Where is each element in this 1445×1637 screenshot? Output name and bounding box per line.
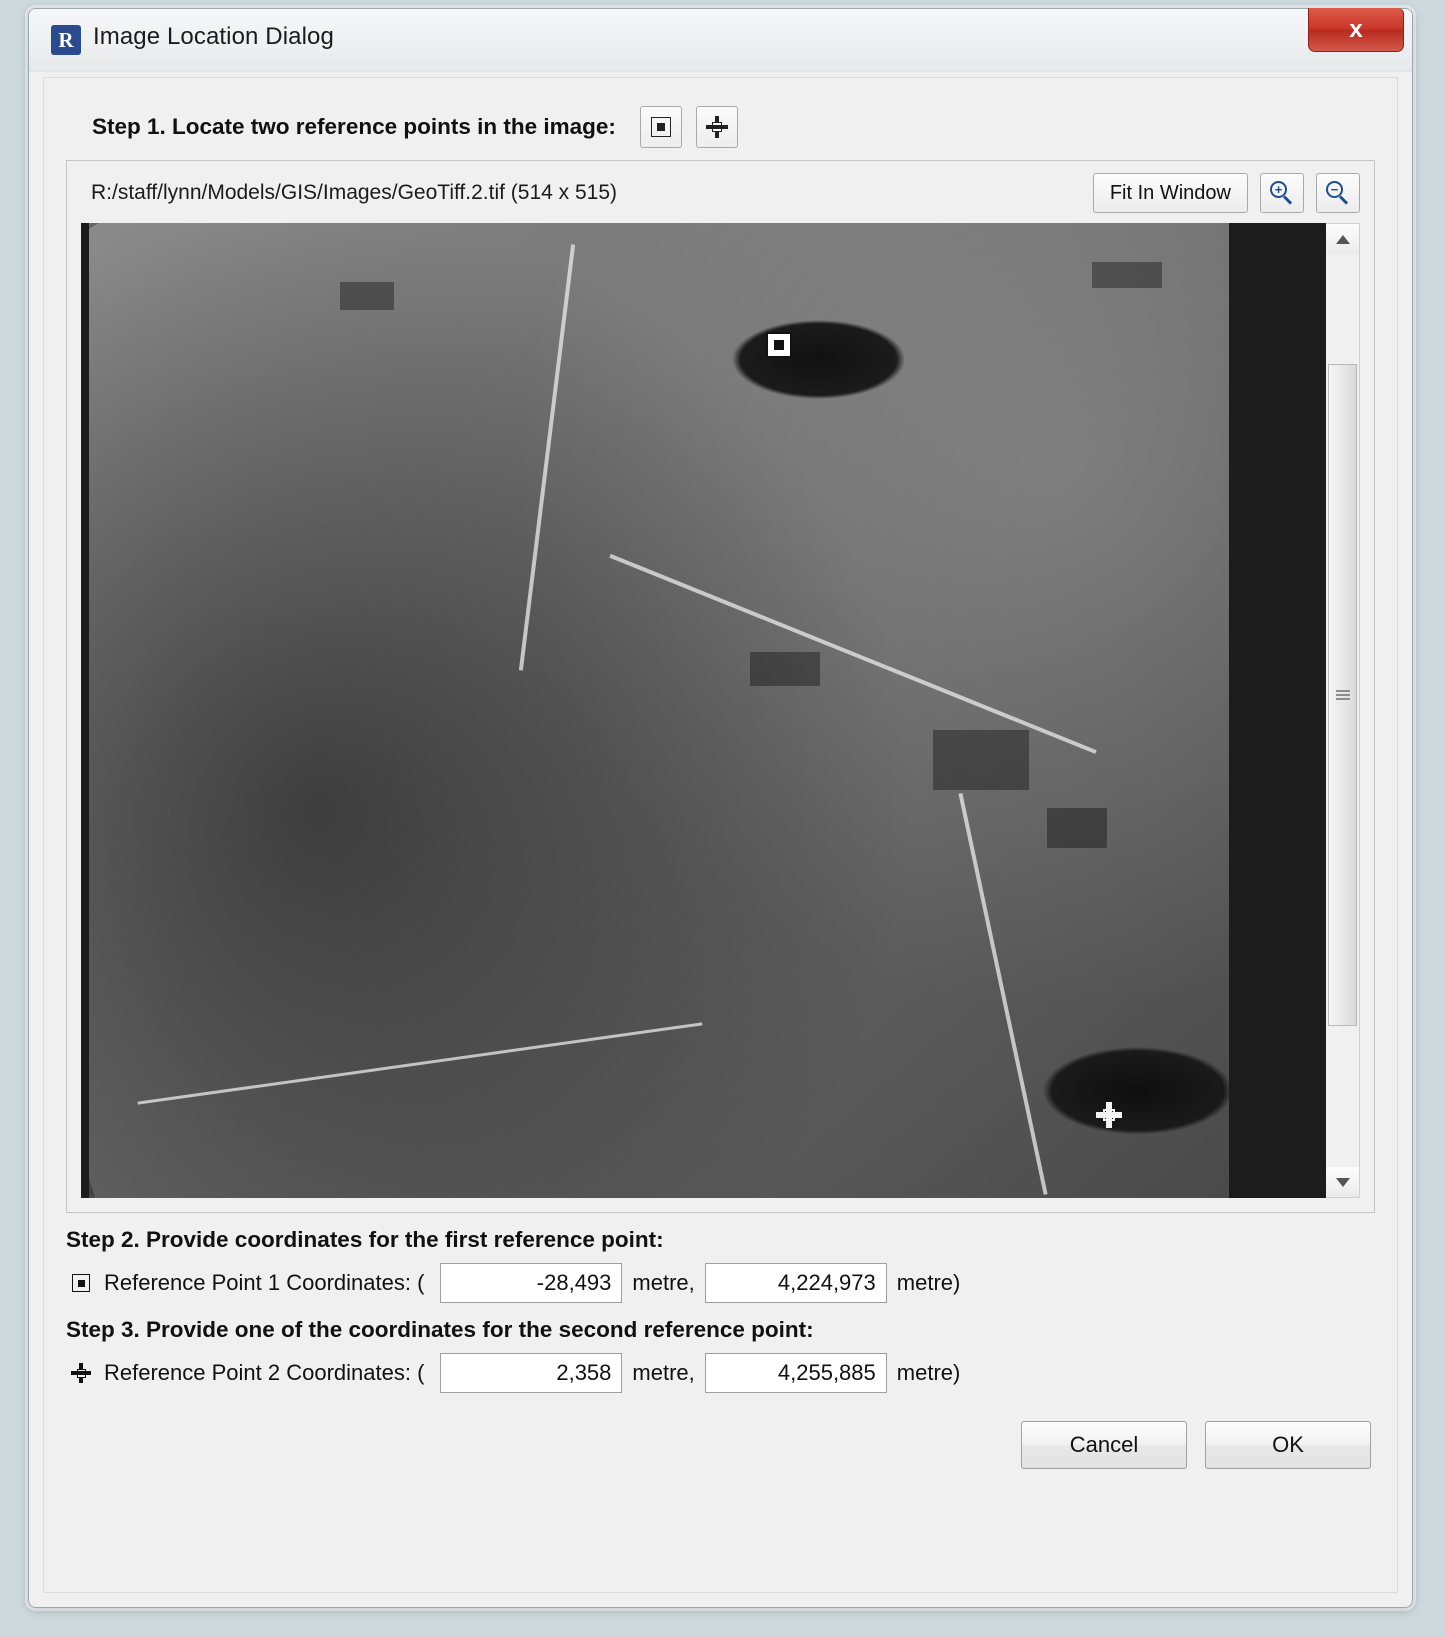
step3-block [66, 1317, 1375, 1393]
reference-point-1-row [68, 1263, 1375, 1303]
zoom-out-symbol: − [1330, 181, 1339, 197]
reference-point-1-x-input[interactable] [440, 1263, 622, 1303]
zoom-in-icon [1270, 181, 1294, 205]
satellite-image-content [89, 223, 1229, 1198]
crosshair-icon [68, 1360, 94, 1386]
scroll-down-button[interactable] [1326, 1167, 1359, 1197]
app-logo-icon [51, 25, 81, 55]
image-vertical-scrollbar[interactable] [1326, 223, 1360, 1198]
reference-point-2-y-unit: metre) [896, 1360, 961, 1385]
ok-button[interactable]: OK [1205, 1421, 1371, 1469]
square-target-icon [68, 1270, 94, 1296]
cancel-button[interactable]: Cancel [1021, 1421, 1187, 1469]
fit-in-window-button[interactable]: Fit In Window [1093, 173, 1248, 213]
step1-row [92, 106, 1375, 148]
zoom-out-icon [1326, 181, 1350, 205]
image-viewport [81, 223, 1360, 1198]
image-panel [66, 160, 1375, 1213]
step3-label: Step 3. Provide one of the coordinates for the second reference point: [66, 1317, 814, 1342]
zoom-in-symbol: + [1274, 181, 1283, 197]
step2-block [66, 1227, 1375, 1303]
reference-point-2-label: Reference Point 2 Coordinates: ( [104, 1360, 425, 1385]
crosshair-icon [706, 116, 728, 138]
reference-point-2-row [68, 1353, 1375, 1393]
dialog-footer [66, 1421, 1375, 1469]
app-logo-glyph: R [58, 28, 74, 52]
reference-point-2-y-input[interactable] [705, 1353, 887, 1393]
reference-point-1-x-unit: metre, [632, 1270, 695, 1295]
zoom-in-button[interactable] [1260, 173, 1304, 213]
reference-point-2-marker[interactable] [1096, 1102, 1122, 1128]
dialog-window [28, 8, 1413, 1608]
reference-point-1-label: Reference Point 1 Coordinates: ( [104, 1270, 425, 1295]
dialog-content [43, 77, 1398, 1593]
reference-point-2-x-input[interactable] [440, 1353, 622, 1393]
close-button[interactable]: x [1308, 8, 1404, 52]
reference-point-2-tool[interactable] [696, 106, 738, 148]
reference-point-2-x-unit: metre, [632, 1360, 695, 1385]
scroll-up-button[interactable] [1326, 224, 1359, 254]
scrollbar-thumb[interactable] [1328, 364, 1357, 1026]
step2-label: Step 2. Provide coordinates for the first reference point: [66, 1227, 664, 1252]
zoom-out-button[interactable] [1316, 173, 1360, 213]
window-title: Image Location Dialog [93, 23, 334, 50]
satellite-image[interactable] [81, 223, 1326, 1198]
step1-label: Step 1. Locate two reference points in the image: [92, 114, 616, 139]
title-bar [29, 9, 1412, 72]
reference-point-1-tool[interactable] [640, 106, 682, 148]
image-panel-header [81, 173, 1360, 213]
reference-point-1-y-unit: metre) [896, 1270, 961, 1295]
image-file-path: R:/staff/lynn/Models/GIS/Images/GeoTiff.2.tif (514 x 515) [91, 181, 618, 204]
reference-point-1-y-input[interactable] [705, 1263, 887, 1303]
square-target-icon [651, 117, 671, 137]
reference-point-1-marker[interactable] [766, 332, 792, 358]
